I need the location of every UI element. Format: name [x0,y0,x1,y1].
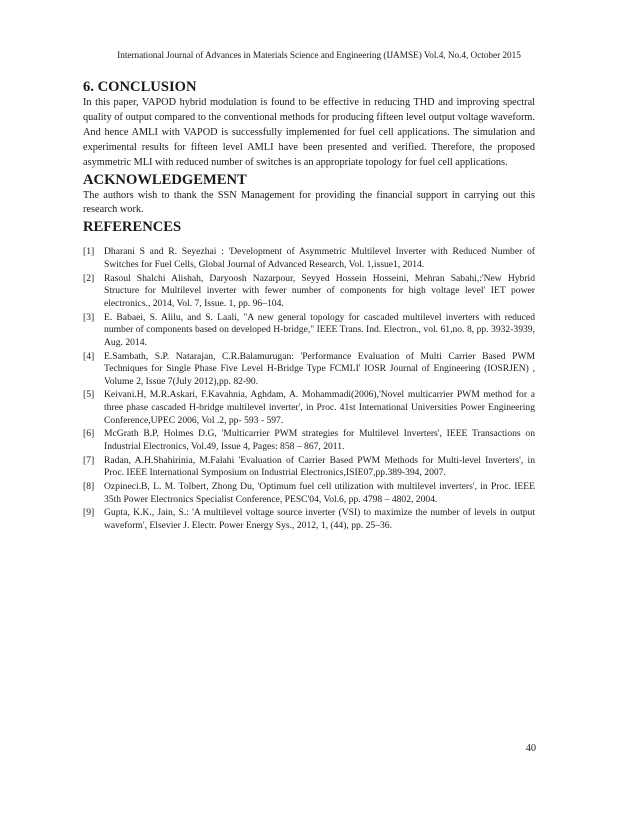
reference-item [83,246,535,272]
reference-text: Radan, A.H.Shahirinia, M.Falahi 'Evaluation of Carrier Based PWM Methods for Multi-level Inverters', in Proc. IEEE International Symposium on Industrial Electronics,ISIE07,pp.389-394, 2007. [104,454,535,479]
reference-item [83,312,535,350]
reference-number: [3] [83,311,95,323]
reference-text: E.Sambath, S.P. Natarajan, C.R.Balamurugan: 'Performance Evaluation of Multi Carrier Based PWM Techniques for Single Phase Five Level H-Bridge Type FCMLI' IOSR Journal of Engineering (IOSRJEN) , Volume 2, Issue 7(July 2012),pp. 82-90. [104,350,535,388]
reference-item [83,273,535,311]
reference-text: Keivani.H, M.R.Askari, F.Kavahnia, Aghdam, A. Mohammadi(2006),'Novel multicarrier PWM method for a three phase cascaded H-bridge multilevel inverter', in Proc. 41st International Universities Power Engineering Conference,UPEC 2006, Vol .2, pp- 593 - 597. [104,389,535,427]
reference-number: [9] [83,507,95,519]
reference-number: [6] [83,428,95,440]
reference-text: E. Babaei, S. Alilu, and S. Laali, "A new general topology for cascaded multilevel inverters with reduced number of components based on developed H-bridge," IEEE Trans. Ind. Electron., vol. 61,no. 8, pp. 3932-3939, Aug. 2014. [104,311,535,349]
reference-number: [8] [83,480,95,492]
references-heading: REFERENCES [83,219,182,236]
reference-number: [4] [83,350,95,362]
reference-number: [7] [83,454,95,466]
running-header: International Journal of Advances in Materials Science and Engineering (IJAMSE) Vol.4, No.4, October 2015 [117,51,521,61]
reference-item [83,455,535,481]
conclusion-heading: 6. CONCLUSION [83,79,197,95]
reference-text: Gupta, K.K., Jain, S.: 'A multilevel voltage source inverter (VSI) to maximize the number of levels in output waveform', Elsevier J. Electr. Power Energy Sys., 2012, 1, (44), pp. 25–36. [104,507,535,531]
page-content [83,78,535,533]
conclusion-paragraph: In this paper, VAPOD hybrid modulation is found to be effective in reducing THD and improving spectral quality of output compared to the conventional methods for producing fifteen level output voltage waveform. And hence AMLI with VAPOD is successfully implemented for fuel cell applications. The simulation and experimental results for fifteen level AMLI have been presented and verified. Therefore, the proposed asymmetric MLI with reduced number of switches is an appropriate topology for fuel cell applications. [83,97,535,168]
reference-text: Dharani S and R. Seyezhai : 'Development of Asymmetric Multilevel Inverter with Reduced Number of Switches for Fuel Cells, Global Journal of Advanced Research, Vol. 1,issue1, 2014. [104,246,535,271]
reference-item [83,428,535,454]
reference-number: [2] [83,272,95,284]
reference-item [83,389,535,427]
reference-text: Rasoul Shalchi Alishah, Daryoosh Nazarpour, Seyyed Hossein Hosseini, Mehran Sabahi,:'New Hybrid Structure for Multilevel inverter with fewer number of components for high voltage level' IET power electronics., 2014, Vol. 7, Issue. 1, pp. 96–104. [104,272,535,310]
acknowledgement-paragraph: The authors wish to thank the SSN Management for providing the financial support in carrying out this research work. [83,189,535,216]
acknowledgement-heading: ACKNOWLEDGEMENT [83,171,247,188]
reference-item [83,481,535,507]
reference-text: Ozpineci.B, L. M. Tolbert, Zhong Du, 'Optimum fuel cell utilization with multilevel inverters', in Proc. IEEE 35th Power Electronics Specialist Conference, PESC'04, Vol.6, pp. 4798 – 4802, 2004. [104,480,535,505]
reference-list [83,246,535,532]
reference-item [83,507,535,533]
reference-number: [1] [83,246,95,258]
reference-number: [5] [83,389,95,401]
reference-item [83,351,535,389]
page-number: 40 [525,743,536,754]
reference-text: McGrath B.P, Holmes D.G, 'Multicarrier PWM strategies for Multilevel Inverters', IEEE Transactions on Industrial Electronics, Vol.49, Issue 4, Pages: 858 – 867, 2011. [104,428,535,453]
